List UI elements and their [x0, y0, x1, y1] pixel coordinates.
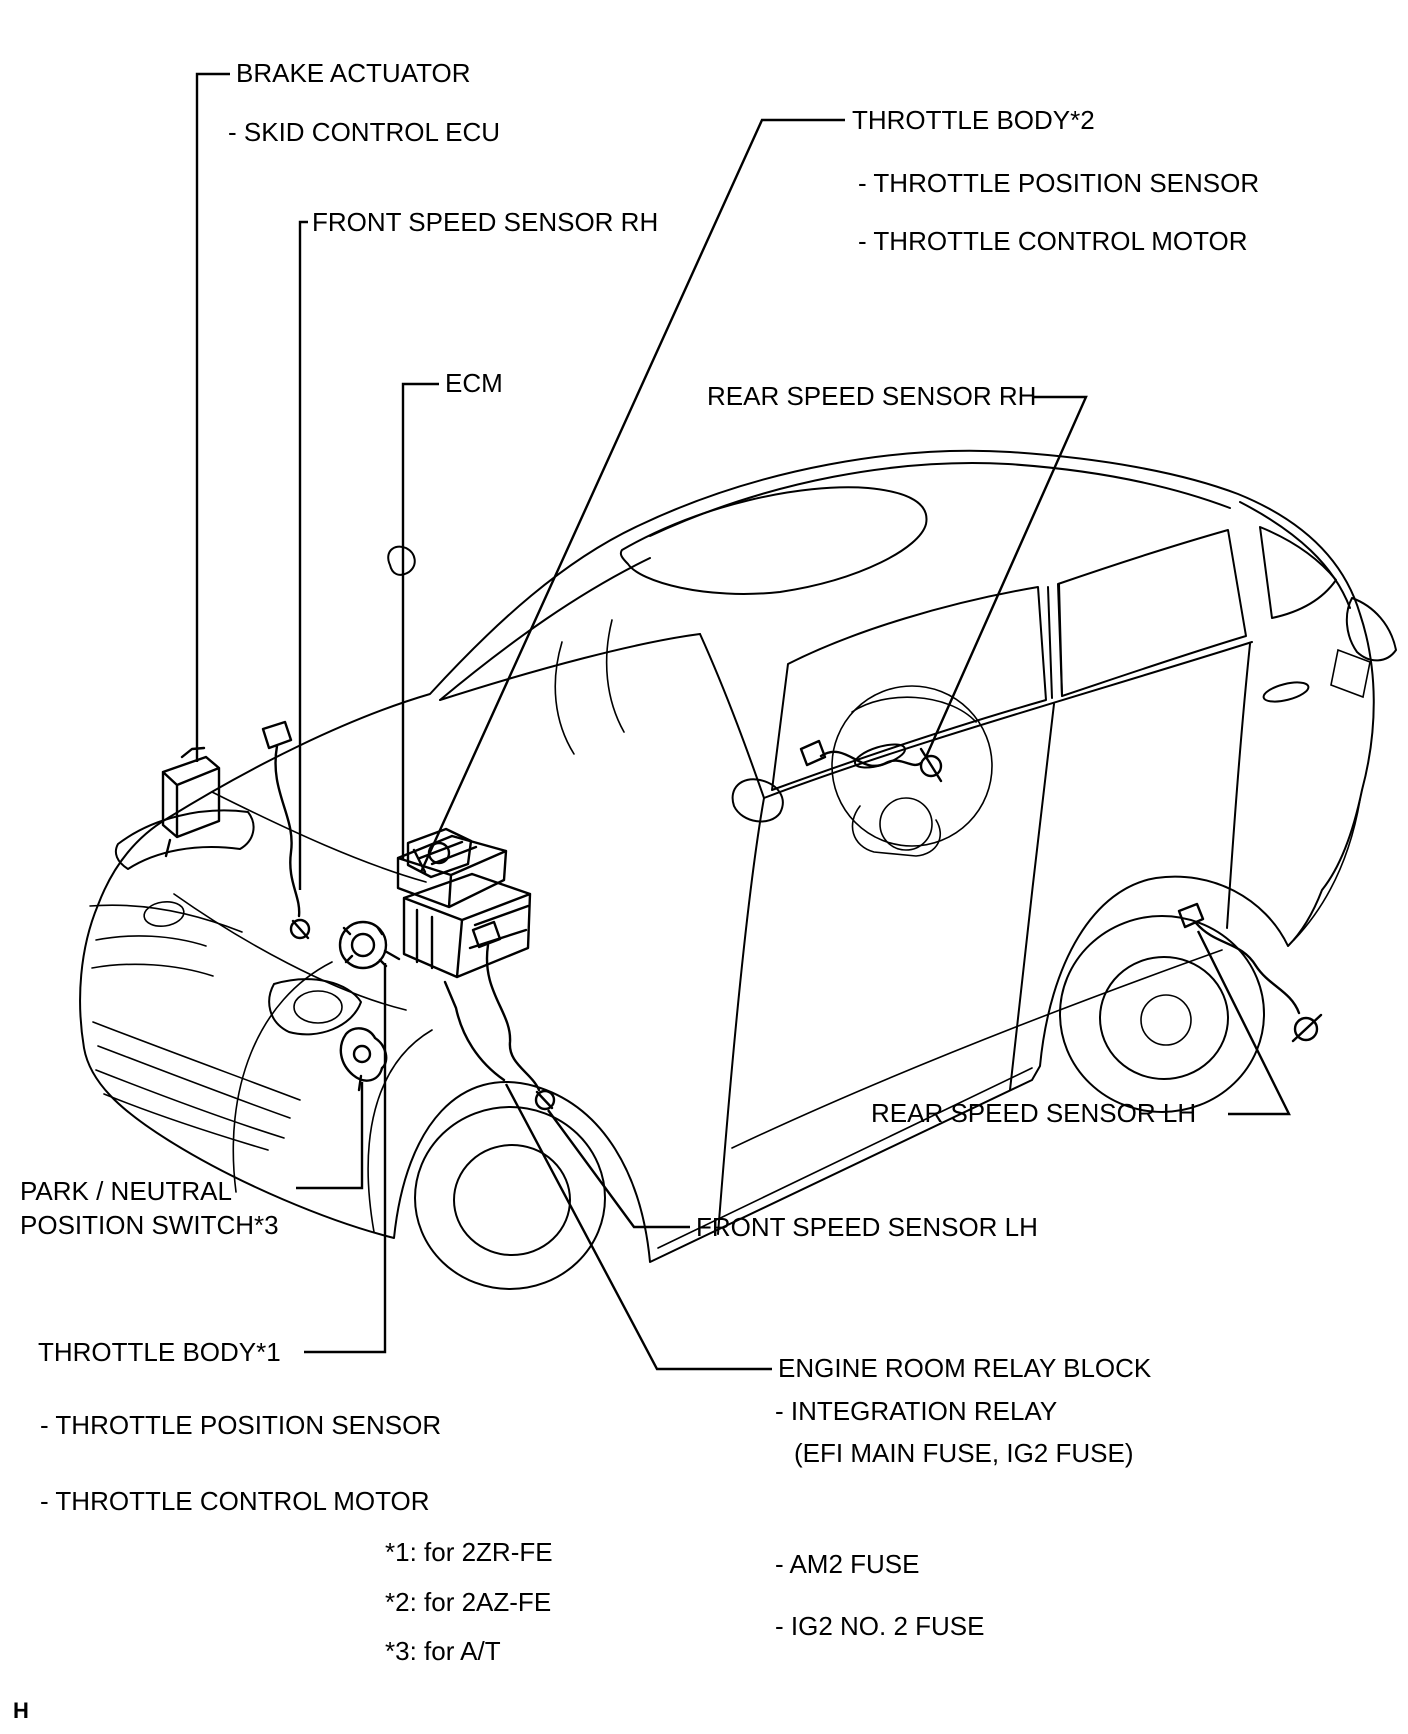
sunroof [621, 487, 927, 594]
door-speaker [880, 798, 932, 850]
rear-wheel-hub [1141, 995, 1191, 1045]
label-engine-room-relay-block: ENGINE ROOM RELAY BLOCK [778, 1353, 1152, 1383]
car-body [80, 451, 1396, 1289]
beltline [764, 642, 1252, 798]
b-pillar [1048, 584, 1062, 698]
engine-bay-curve-2 [212, 792, 426, 882]
park-neutral-switch-unit [341, 1028, 386, 1090]
front-speed-sensor-lh-unit [473, 922, 552, 1108]
leader-lines [197, 74, 1289, 1369]
front-door-window [772, 587, 1046, 790]
label-front-speed-sensor-lh: FRONT SPEED SENSOR LH [696, 1212, 1038, 1242]
page-marker: H [13, 1698, 29, 1723]
leader-brake-actuator [197, 74, 230, 762]
label-rear-speed-sensor-lh: REAR SPEED SENSOR LH [871, 1098, 1197, 1128]
footnote-2: *2: for 2AZ-FE [385, 1587, 552, 1617]
label-rear-speed-sensor-rh: REAR SPEED SENSOR RH [707, 381, 1037, 411]
b-pillar-seam [1010, 704, 1054, 1090]
roof-inner-line [650, 463, 1230, 536]
upper-grille-lines [92, 936, 213, 976]
seat-lines [555, 620, 624, 754]
label-throttle-control-motor-1: - THROTTLE CONTROL MOTOR [40, 1486, 430, 1516]
ecm-unit [398, 836, 506, 907]
a-pillar-base [700, 634, 764, 798]
hatch-glass-line [1240, 502, 1350, 608]
leader-park-neutral-switch [296, 1082, 362, 1188]
far-side-mirror [388, 547, 415, 575]
leader-front-speed-sensor-rh [300, 222, 308, 890]
rear-door-handle [1262, 679, 1311, 706]
throttle-body-1-bore [352, 934, 374, 956]
label-park-neutral-line1: PARK / NEUTRAL [20, 1176, 232, 1206]
label-throttle-position-sensor-1: - THROTTLE POSITION SENSOR [40, 1410, 442, 1440]
label-integration-relay-line2: (EFI MAIN FUSE, IG2 FUSE) [794, 1438, 1134, 1468]
footnotes [385, 1537, 553, 1666]
front-door-handle [853, 740, 908, 772]
rear-door-seam [1227, 644, 1250, 928]
label-brake-actuator: BRAKE ACTUATOR [236, 58, 471, 88]
car-outline [80, 451, 1374, 1262]
label-throttle-body-2: THROTTLE BODY*2 [852, 105, 1095, 135]
footnote-1: *1: for 2ZR-FE [385, 1537, 553, 1567]
components [163, 722, 1321, 1109]
label-throttle-body-1: THROTTLE BODY*1 [38, 1337, 281, 1367]
fog-lamp-housing [269, 979, 361, 1034]
rear-bumper-line [1294, 800, 1360, 940]
headlight [116, 810, 254, 869]
rear-wheel-inner [1100, 957, 1228, 1079]
brake-actuator-unit [163, 748, 219, 856]
taillight [1347, 598, 1396, 660]
label-skid-control-ecu: - SKID CONTROL ECU [228, 117, 501, 147]
callout-labels [20, 58, 1259, 1641]
park-neutral-switch-hub [354, 1046, 370, 1062]
label-ig2-no2-fuse: - IG2 NO. 2 FUSE [775, 1611, 985, 1641]
leader-throttle-body-1 [304, 963, 385, 1352]
label-throttle-control-motor-2: - THROTTLE CONTROL MOTOR [858, 226, 1248, 256]
front-wheel-inner [454, 1145, 570, 1255]
label-ecm: ECM [445, 368, 503, 398]
footnote-3: *3: for A/T [385, 1636, 501, 1666]
leader-rear-speed-sensor-lh [1198, 931, 1289, 1114]
bumper-crease [90, 905, 242, 932]
label-park-neutral-line2: POSITION SWITCH*3 [20, 1210, 279, 1240]
leader-ecm [403, 384, 439, 860]
brand-emblem [143, 899, 186, 928]
front-speed-sensor-rh-unit [263, 722, 308, 938]
inner-fender-arc-rh [233, 962, 332, 1192]
fog-lamp [294, 991, 342, 1023]
a-pillar [440, 558, 650, 700]
lower-grille-lines [93, 1022, 300, 1150]
front-door-seam [718, 798, 764, 1234]
rear-door-window [1058, 530, 1246, 696]
label-am2-fuse: - AM2 FUSE [775, 1549, 920, 1579]
side-mirror [733, 779, 783, 821]
label-throttle-position-sensor-2: - THROTTLE POSITION SENSOR [858, 168, 1260, 198]
label-integration-relay-line1: - INTEGRATION RELAY [775, 1396, 1058, 1426]
label-front-speed-sensor-rh: FRONT SPEED SENSOR RH [312, 207, 659, 237]
front-wheel-outer [415, 1107, 605, 1289]
